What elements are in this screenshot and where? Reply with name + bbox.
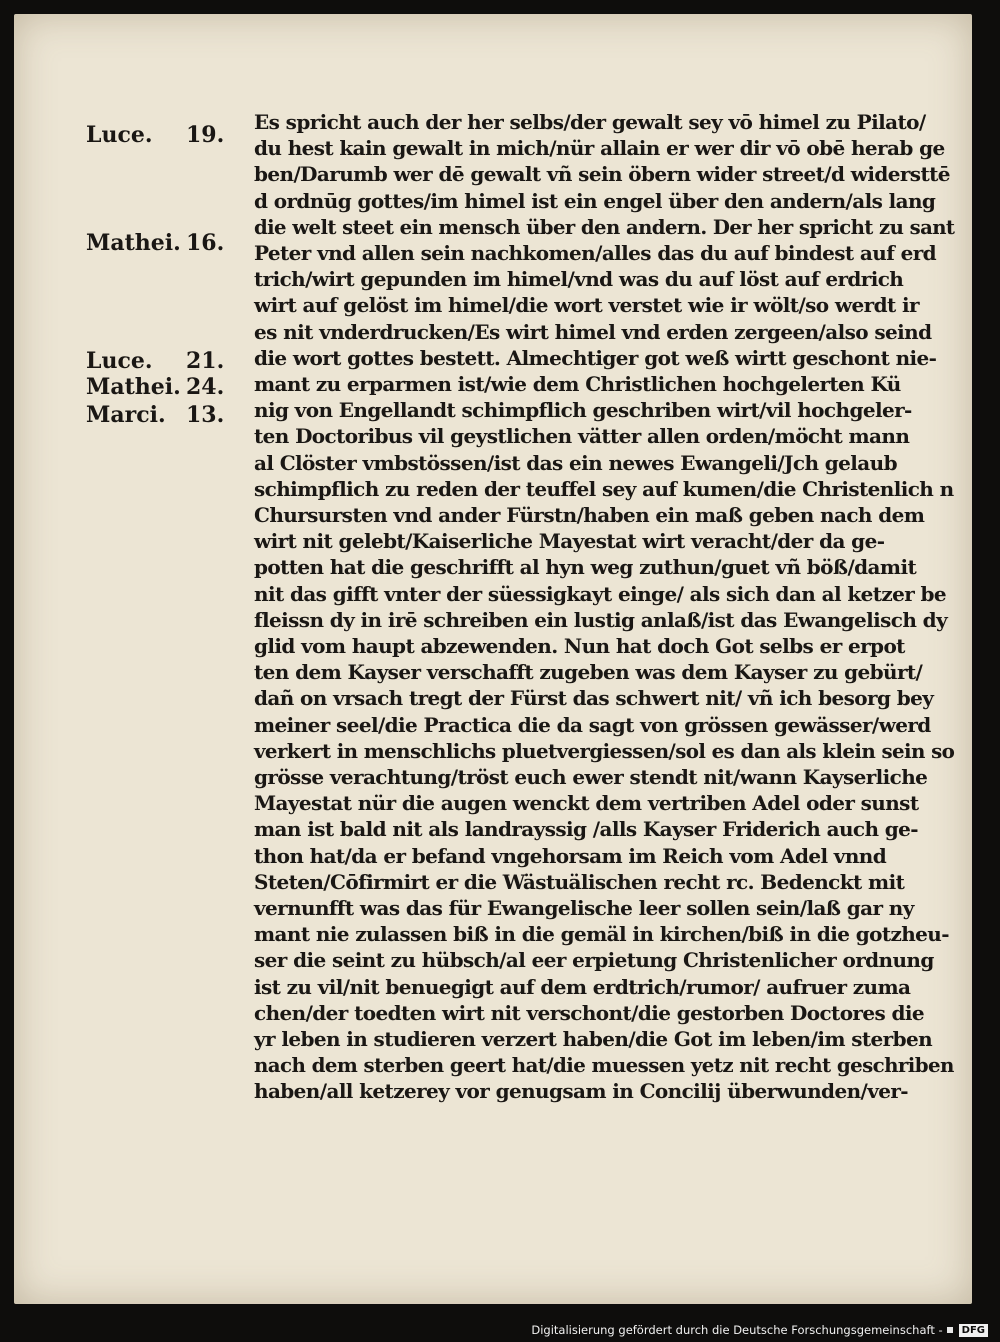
footer-text: Digitalisierung gefördert durch die Deutsche Forschungsgemeinschaft -: [531, 1323, 943, 1337]
text-line: al Clöster vmbstössen/ist das ein newes Ewangeli/Jch gelaub: [254, 450, 897, 475]
text-line: vernunfft was das für Ewangelische leer sollen sein/laß gar ny: [254, 896, 914, 920]
text-line: Chursursten vnd ander Fürstn/haben ein maß geben nach dem: [254, 503, 925, 527]
marginal-note: [86, 348, 225, 374]
text-line: die welt steet ein mensch über den andern. Der her spricht zu sant: [254, 214, 955, 239]
text-line: du hest kain gewalt in mich/nür allain er wer dir vō obē herab ge: [254, 136, 945, 161]
separator-square-icon: [947, 1327, 953, 1333]
marginal-note-verse: 19.: [186, 122, 225, 148]
text-line: man ist bald nit als landrayssig /alls Kayser Friderich auch ge-: [254, 817, 918, 842]
text-line: chen/der toedten wirt nit verschont/die gestorben Doctores die: [254, 1000, 925, 1025]
text-line: wirt nit gelebt/Kaiserliche Mayestat wirt veracht/der da ge-: [254, 529, 885, 554]
text-line: ser die seint zu hübsch/al eer erpietung Christenlicher ordnung: [254, 948, 934, 973]
text-line: ist zu vil/nit benuegigt auf dem erdtrich/rumor/ aufruer zuma: [254, 974, 911, 999]
text-line: grösse verachtung/tröst euch ewer stendt nit/wann Kayserliche: [254, 765, 928, 789]
marginal-note: [86, 402, 225, 428]
text-line: verkert in menschlichs pluetvergiessen/sol es dan als klein sein so: [254, 738, 955, 763]
text-line: Peter vnd allen sein nachkomen/alles das du auf bindest auf erd: [254, 241, 937, 265]
marginal-note-book: Luce.: [86, 348, 153, 374]
marginal-note-verse: 13.: [186, 402, 225, 428]
marginal-note: [86, 122, 225, 148]
text-line: thon hat/da er befand vngehorsam im Reich vom Adel vnnd: [254, 843, 887, 868]
text-line: wirt auf gelöst im himel/die wort verstet wie ir wölt/so werdt ir: [254, 293, 919, 318]
marginal-note: [86, 230, 225, 256]
text-line: Mayestat nür die augen wenckt dem vertriben Adel oder sunst: [254, 791, 919, 816]
text-line: Es spricht auch der her selbs/der gewalt sey vō himel zu Pilato/: [254, 110, 926, 134]
text-line: ten Doctoribus vil geystlichen vätter allen orden/möcht mann: [254, 424, 910, 449]
text-line: Steten/Cōfirmirt er die Wästuälischen recht rc. Bedenckt mit: [254, 869, 905, 894]
marginal-note-verse: 16.: [186, 230, 225, 256]
text-line: ten dem Kayser verschafft zugeben was dem Kayser zu gebürt/: [254, 660, 923, 685]
text-line: meiner seel/die Practica die da sagt von grössen gewässer/werd: [254, 712, 931, 737]
book-page: [14, 14, 972, 1304]
marginal-note-verse: 21.: [186, 348, 225, 374]
text-line: dañ on vrsach tregt der Fürst das schwert nit/ vñ ich besorg bey: [254, 686, 934, 711]
text-line: haben/all ketzerey vor genugsam in Concilij überwunden/ver-: [254, 1079, 908, 1104]
text-line: nach dem sterben geert hat/die muessen yetz nit recht geschriben: [254, 1053, 954, 1078]
text-line: ben/Darumb wer dē gewalt vñ sein öbern wider street/d widersttē: [254, 162, 950, 187]
dfg-logo: DFG: [959, 1324, 988, 1337]
text-line: es nit vnderdrucken/Es wirt himel vnd erden zergeen/also seind: [254, 319, 932, 344]
text-line: fleissn dy in irē schreiben ein lustig anlaß/ist das Ewangelisch dy: [254, 607, 948, 632]
text-line: mant zu erparmen ist/wie dem Christlichen hochgelerten Kü: [254, 372, 901, 396]
text-line: glid vom haupt abzewenden. Nun hat doch Got selbs er erpot: [254, 634, 905, 658]
text-line: schimpflich zu reden der teuffel sey auf kumen/die Christenlich n: [254, 476, 954, 501]
marginal-note-book: Mathei.: [86, 230, 181, 256]
text-line: mant nie zulassen biß in die gemäl in kirchen/biß in die gotzheu-: [254, 922, 949, 947]
text-line: nig von Engellandt schimpflich geschriben wirt/vil hochgeler-: [254, 398, 912, 423]
text-line: yr leben in studieren verzert haben/die Got im leben/im sterben: [254, 1027, 933, 1051]
text-line: potten hat die geschrifft al hyn weg zuthun/guet vñ böß/damit: [254, 555, 917, 580]
marginal-note-verse: 24.: [186, 374, 225, 400]
text-line: die wort gottes bestett. Almechtiger got weß wirtt geschont nie-: [254, 345, 937, 370]
marginal-note-book: Mathei.: [86, 374, 181, 400]
text-line: d ordnūg gottes/im himel ist ein engel über den andern/als lang: [254, 188, 936, 213]
digitization-footer: [0, 1318, 1000, 1342]
marginal-note-book: Marci.: [86, 402, 166, 428]
marginal-note: [86, 374, 225, 400]
marginal-note-book: Luce.: [86, 122, 153, 148]
text-line: nit das gifft vnter der süessigkayt einge/ als sich dan al ketzer be: [254, 581, 947, 606]
text-line: trich/wirt gepunden im himel/vnd was du auf löst auf erdrich: [254, 267, 904, 292]
